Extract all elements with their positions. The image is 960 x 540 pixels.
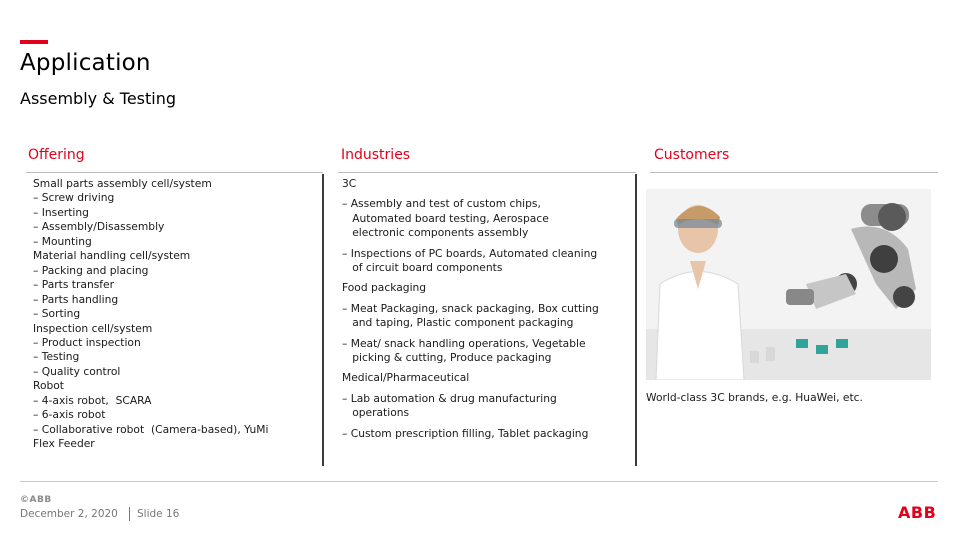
customers-text: World-class 3C brands, e.g. HuaWei, etc.	[646, 391, 863, 404]
offering-line: Flex Feeder	[33, 437, 95, 451]
offering-line: – Assembly/Disassembly	[33, 220, 165, 234]
offering-line: – Testing	[33, 350, 80, 364]
offering-line: – Collaborative robot (Camera-based), YuMi	[33, 422, 269, 436]
industries-heading: Industries	[341, 147, 411, 163]
footer-date: December 2, 2020	[20, 508, 118, 520]
offering-line: – Inserting	[33, 205, 89, 219]
offering-line: – Quality control	[33, 364, 121, 378]
offering-line: – Parts transfer	[33, 278, 115, 292]
offering-line: – Mounting	[33, 234, 92, 248]
offering-line: – Parts handling	[33, 292, 119, 306]
offering-line: Inspection cell/system	[33, 321, 153, 335]
industries-line: Medical/Pharmaceutical	[342, 371, 470, 385]
column-divider-2	[635, 174, 637, 466]
offering-rule	[26, 172, 323, 173]
industries-line: of circuit board components	[342, 261, 503, 275]
offering-line: – Screw driving	[33, 191, 115, 205]
industries-line: Food packaging	[342, 281, 427, 295]
industries-line: – Assembly and test of custom chips,	[342, 197, 541, 211]
offering-line: Small parts assembly cell/system	[33, 177, 212, 190]
footer-rule	[20, 481, 938, 482]
page-subtitle: Assembly & Testing	[20, 89, 177, 108]
industries-line: – Custom prescription filling, Tablet packaging	[342, 426, 589, 440]
customers-heading: Customers	[654, 147, 730, 163]
industries-line: and taping, Plastic component packaging	[342, 316, 574, 330]
offering-line: – Sorting	[33, 307, 81, 321]
industries-line: – Meat/ snack handling operations, Vegetable	[342, 336, 586, 350]
industries-line: – Meat Packaging, snack packaging, Box cutting	[342, 301, 599, 315]
offering-line: – 4-axis robot, SCARA	[33, 393, 152, 407]
industries-line: operations	[342, 406, 410, 420]
column-divider-1	[322, 174, 324, 466]
offering-line: – Packing and placing	[33, 263, 149, 277]
industries-line: – Inspections of PC boards, Automated cleaning	[342, 246, 598, 260]
industries-line: Automated board testing, Aerospace	[342, 211, 549, 225]
offering-list	[33, 177, 268, 452]
industries-line: 3C	[342, 177, 357, 190]
abb-logo: ABB	[898, 503, 937, 522]
industries-list	[342, 177, 630, 441]
offering-line: – Product inspection	[33, 335, 141, 349]
offering-line: Robot	[33, 379, 64, 393]
robot-photo	[646, 189, 931, 380]
title-accent-bar	[20, 40, 48, 44]
small-abb-logo: ©ABB	[20, 495, 52, 505]
offering-line: Material handling cell/system	[33, 249, 191, 263]
footer-separator	[129, 507, 130, 521]
offering-line: – 6-axis robot	[33, 408, 106, 422]
slide-number: Slide 16	[137, 508, 180, 520]
industries-line: electronic components assembly	[342, 226, 529, 240]
customers-rule	[650, 172, 938, 173]
industries-line: – Lab automation & drug manufacturing	[342, 391, 557, 405]
industries-line: picking & cutting, Produce packaging	[342, 351, 552, 365]
offering-heading: Offering	[28, 147, 85, 163]
industries-rule	[338, 172, 636, 173]
page-title: Application	[20, 50, 151, 76]
